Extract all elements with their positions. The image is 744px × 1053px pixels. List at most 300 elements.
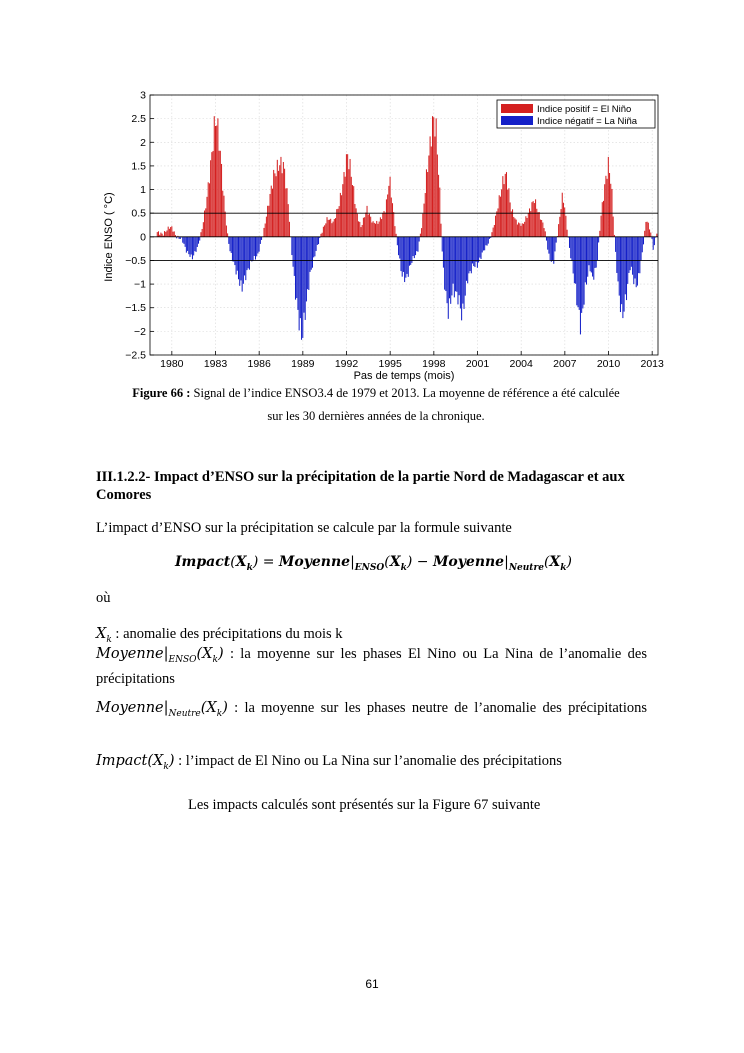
enso-bar [505, 174, 506, 237]
enso-bar [251, 237, 252, 262]
enso-bar [542, 222, 543, 236]
y-tick-label: −1 [134, 278, 146, 291]
enso-bar [232, 237, 233, 261]
enso-bar [402, 237, 403, 277]
enso-bar [228, 237, 229, 244]
enso-bar [427, 172, 428, 237]
enso-bar [387, 194, 388, 236]
enso-bar [618, 237, 619, 282]
enso-bar [578, 237, 579, 307]
enso-bar [392, 203, 393, 237]
enso-bar [370, 217, 371, 237]
enso-bar [397, 237, 398, 245]
enso-bar [289, 222, 290, 237]
enso-bar [513, 217, 514, 237]
enso-bar [438, 175, 439, 237]
enso-bar [421, 228, 422, 237]
y-tick-label: 3 [140, 89, 146, 102]
enso-bar [311, 237, 312, 270]
enso-bar [408, 237, 409, 277]
enso-bar [571, 237, 572, 261]
enso-bar [556, 237, 557, 243]
chart-legend [497, 100, 655, 128]
enso-bar [510, 202, 511, 236]
definition-impact: $Impact(X_k)$ : l’impact de El Nino ou La Nina sur l’anomalie des précipitations [96, 753, 562, 772]
enso-bar [259, 237, 260, 252]
enso-bar [231, 237, 232, 253]
enso-bar [437, 155, 438, 237]
enso-bar [449, 237, 450, 298]
enso-index-chart [100, 88, 666, 388]
enso-bar [182, 237, 183, 243]
enso-bar [188, 237, 189, 254]
enso-bar [517, 225, 518, 237]
enso-bar [391, 198, 392, 237]
enso-bar [559, 217, 560, 237]
enso-bar [407, 237, 408, 274]
enso-bar [638, 237, 639, 273]
y-tick-label: −0.5 [125, 254, 146, 267]
enso-bar [350, 159, 351, 237]
enso-bar [379, 222, 380, 237]
enso-bar [362, 225, 363, 237]
enso-bar [173, 232, 174, 237]
enso-bar [641, 237, 642, 261]
enso-bar [215, 126, 216, 237]
enso-bar [574, 237, 575, 283]
enso-bar [339, 206, 340, 237]
enso-bar [621, 237, 622, 304]
enso-bar [603, 201, 604, 237]
enso-bar [198, 237, 199, 244]
enso-bar [472, 237, 473, 264]
enso-bar [466, 237, 467, 281]
enso-bar [519, 223, 520, 236]
enso-bar [399, 237, 400, 259]
enso-bar [222, 191, 223, 237]
chart-axes-box [150, 95, 658, 355]
enso-bar [567, 230, 568, 237]
x-tick-label: 1992 [334, 358, 359, 370]
enso-bar [221, 164, 222, 237]
enso-bar [325, 223, 326, 236]
enso-bar [596, 237, 597, 268]
enso-bar [648, 223, 649, 237]
enso-bar [585, 237, 586, 283]
enso-bar [533, 201, 534, 237]
enso-bar [590, 237, 591, 271]
enso-bar [213, 151, 214, 237]
enso-bar [478, 237, 479, 263]
x-tick-label: 1998 [422, 358, 446, 370]
enso-bar [518, 223, 519, 237]
enso-bar [356, 208, 357, 236]
enso-bar [587, 237, 588, 277]
enso-bar [270, 194, 271, 237]
enso-bar [346, 154, 347, 237]
enso-bar [473, 237, 474, 266]
enso-bar [433, 117, 434, 237]
enso-bar [462, 237, 463, 304]
enso-bar [495, 216, 496, 237]
enso-bar [333, 222, 334, 237]
enso-bar [191, 237, 192, 255]
where-word: où [96, 590, 111, 606]
y-tick-label: 1 [140, 184, 146, 197]
enso-bar [484, 237, 485, 250]
enso-bar [194, 237, 195, 251]
enso-bar [424, 204, 425, 237]
enso-bar [624, 237, 625, 312]
enso-bar [523, 224, 524, 237]
enso-bar [223, 196, 224, 237]
enso-bar [328, 220, 329, 237]
enso-bar [302, 237, 303, 338]
enso-bar [219, 151, 220, 237]
enso-bar [604, 184, 605, 237]
enso-bar [548, 237, 549, 254]
enso-bar [238, 237, 239, 279]
enso-bar [562, 193, 563, 237]
enso-bar [565, 216, 566, 237]
enso-bar [597, 237, 598, 261]
enso-bar [313, 237, 314, 258]
enso-bar [591, 237, 592, 273]
enso-bar [316, 237, 317, 251]
enso-bar [329, 220, 330, 237]
legend-swatch-el-nino [501, 104, 533, 113]
enso-bar [445, 237, 446, 291]
enso-bar [254, 237, 255, 256]
enso-bar [468, 237, 469, 274]
enso-bar [422, 214, 423, 237]
enso-bar [447, 237, 448, 303]
enso-bar [645, 222, 646, 237]
x-tick-label: 1986 [247, 358, 271, 370]
enso-bar [508, 188, 509, 237]
enso-bar [602, 202, 603, 237]
definition-moyenne-enso-cont: précipitations [96, 671, 175, 687]
enso-bar [436, 118, 437, 236]
enso-bar [550, 237, 551, 260]
enso-bar [569, 237, 570, 248]
enso-bar [276, 176, 277, 237]
enso-bar [260, 237, 261, 244]
enso-bar [282, 173, 283, 237]
enso-bar [246, 237, 247, 270]
enso-bar [502, 176, 503, 237]
enso-bar [287, 188, 288, 237]
y-tick-label: 0.5 [131, 207, 146, 220]
enso-bar [300, 237, 301, 318]
enso-bar [525, 216, 526, 237]
enso-bar [625, 237, 626, 295]
enso-bar [414, 237, 415, 258]
enso-bar [353, 186, 354, 237]
enso-bar [284, 169, 285, 237]
enso-bar [461, 237, 462, 321]
enso-bar [430, 136, 431, 236]
enso-bar [381, 219, 382, 237]
enso-bar [647, 222, 648, 237]
enso-bar [323, 227, 324, 237]
enso-bar [249, 237, 250, 270]
enso-bar [528, 213, 529, 237]
enso-bar [317, 237, 318, 245]
enso-bar [479, 237, 480, 258]
enso-bar [654, 237, 655, 245]
enso-bar [340, 193, 341, 237]
enso-bar [373, 221, 374, 237]
enso-bar [506, 172, 507, 237]
enso-bar [280, 157, 281, 237]
enso-bar [367, 206, 368, 237]
enso-bar [554, 237, 555, 252]
enso-bar [639, 237, 640, 273]
enso-bar [454, 237, 455, 298]
enso-bar [494, 225, 495, 237]
enso-bar [288, 204, 289, 237]
enso-bar [217, 118, 218, 236]
enso-bar [216, 126, 217, 237]
enso-bar [594, 237, 595, 268]
figure-caption-text: Signal de l’indice ENSO3.4 de 1979 et 2013. La moyenne de référence a été calculée [190, 386, 620, 400]
enso-bar [455, 237, 456, 291]
enso-bar [277, 160, 278, 237]
enso-bar [296, 237, 297, 298]
enso-bar [351, 177, 352, 237]
enso-bar [211, 152, 212, 237]
enso-bar [239, 237, 240, 286]
enso-bar [253, 237, 254, 261]
enso-bar [451, 237, 452, 296]
enso-bar [291, 237, 292, 255]
enso-bar [308, 237, 309, 290]
enso-bar [157, 232, 158, 237]
enso-bar [540, 220, 541, 237]
enso-bar [434, 137, 435, 237]
enso-bar [233, 237, 234, 262]
enso-bar [545, 231, 546, 236]
enso-bar [631, 237, 632, 267]
x-tick-label: 2010 [596, 358, 621, 370]
enso-bar [380, 217, 381, 236]
math-xk: $X_k$ [96, 626, 112, 645]
chart-grid [150, 95, 658, 355]
enso-bar [363, 218, 364, 237]
enso-bar [619, 237, 620, 296]
enso-bar [439, 188, 440, 237]
enso-bar [324, 225, 325, 236]
figure-caption-line2: sur les 30 dernières années de la chronique. [267, 409, 485, 423]
enso-bar [263, 228, 264, 237]
enso-bar [415, 237, 416, 255]
definition-moyenne-enso: $Moyenne|_{ENSO}(X_k)$ : la moyenne sur les phases El Nino ou La Nina de l’anomalie des [96, 646, 647, 665]
x-tick-label: 2001 [465, 358, 490, 370]
enso-bar [393, 212, 394, 237]
enso-bar [527, 218, 528, 237]
enso-bar [551, 237, 552, 262]
enso-bar [240, 237, 241, 281]
enso-bar [644, 231, 645, 237]
enso-bar [459, 237, 460, 295]
enso-bar [242, 237, 243, 292]
enso-bar [563, 203, 564, 237]
enso-bar [477, 237, 478, 268]
enso-bar [643, 237, 644, 245]
enso-bar [227, 233, 228, 236]
enso-bar [303, 237, 304, 313]
enso-bar [471, 237, 472, 273]
enso-bar [642, 237, 643, 252]
enso-bar [570, 237, 571, 258]
enso-bar [388, 186, 389, 237]
chart-y-label: Indice ENSO ( °C) [103, 192, 115, 282]
enso-bar [365, 213, 366, 237]
enso-bar [279, 165, 280, 237]
enso-bar [237, 237, 238, 271]
enso-bar [413, 237, 414, 256]
math-impact: $Impact(X_k)$ [96, 753, 175, 772]
enso-bar [630, 237, 631, 270]
enso-bar [166, 230, 167, 236]
enso-bar [174, 231, 175, 236]
enso-bar [601, 216, 602, 237]
enso-bar [476, 237, 477, 262]
enso-bar [256, 237, 257, 256]
enso-bar [164, 231, 165, 237]
enso-bar [202, 229, 203, 237]
enso-bar [341, 195, 342, 237]
enso-bar [185, 237, 186, 247]
enso-bar [374, 223, 375, 237]
enso-bar [158, 231, 159, 237]
enso-bar [470, 237, 471, 271]
enso-bar [653, 237, 654, 250]
enso-bar [584, 237, 585, 305]
enso-bar [425, 193, 426, 237]
enso-bar [376, 221, 377, 237]
enso-bar [485, 237, 486, 245]
enso-bar [369, 214, 370, 237]
y-tick-label: 1.5 [131, 160, 146, 173]
enso-bar [493, 228, 494, 237]
enso-bar [293, 237, 294, 267]
enso-bar [581, 237, 582, 313]
enso-bar [622, 237, 623, 318]
enso-bar [190, 237, 191, 257]
enso-bar [197, 237, 198, 247]
enso-bar [169, 229, 170, 237]
enso-bar [203, 222, 204, 237]
enso-bar [273, 170, 274, 237]
enso-bar [310, 237, 311, 272]
enso-bar [193, 237, 194, 256]
intro-paragraph: L’impact d’ENSO sur la précipitation se calcule par la formule suivante [96, 520, 512, 536]
enso-bar [428, 156, 429, 237]
y-tick-label: 2 [140, 136, 146, 149]
enso-bar [442, 237, 443, 252]
enso-bar [267, 206, 268, 237]
enso-bar [409, 237, 410, 266]
enso-bar [552, 237, 553, 261]
x-tick-label: 2004 [509, 358, 533, 370]
enso-bar [278, 171, 279, 237]
enso-bar [301, 237, 302, 340]
enso-bar [417, 237, 418, 252]
chart-x-ticks [160, 351, 664, 370]
enso-bar [524, 222, 525, 237]
enso-bar [598, 237, 599, 243]
enso-bar [531, 202, 532, 237]
enso-bar [487, 237, 488, 246]
enso-bar [327, 217, 328, 237]
enso-bar [491, 232, 492, 237]
enso-bar [460, 237, 461, 309]
enso-bar [404, 237, 405, 282]
x-tick-label: 1983 [203, 358, 228, 370]
enso-bar [186, 237, 187, 253]
enso-bar [272, 189, 273, 237]
enso-bar [481, 237, 482, 259]
enso-bar [405, 237, 406, 278]
enso-bar [209, 183, 210, 236]
enso-bar [330, 219, 331, 237]
math-moyenne-enso: $Moyenne|_{ENSO}(X_k)$ [96, 646, 224, 665]
enso-bar [431, 146, 432, 236]
enso-bar [271, 186, 272, 237]
enso-bar [335, 218, 336, 237]
enso-bar [450, 237, 451, 304]
enso-bar [208, 182, 209, 237]
impact-formula: $Impact(X_k)$ = $Moyenne|_{ENSO}(X_k)$ − $Moyenne|_{Neutre}(X_k)$ [175, 554, 572, 573]
enso-bar [558, 224, 559, 237]
enso-bar [547, 237, 548, 250]
enso-bar [632, 237, 633, 275]
enso-bar [359, 222, 360, 237]
enso-bar [358, 221, 359, 236]
enso-bar [615, 237, 616, 252]
enso-bar [534, 203, 535, 237]
definition-moyenne-neutre: $Moyenne|_{Neutre}(X_k)$ : la moyenne sur les phases neutre de l’anomalie des précipitations [96, 700, 648, 719]
enso-bar [306, 237, 307, 302]
enso-bar [483, 237, 484, 251]
enso-bar [360, 227, 361, 237]
enso-bar [214, 116, 215, 237]
y-tick-label: −1.5 [125, 302, 146, 315]
enso-bar [206, 197, 207, 237]
enso-bar [299, 237, 300, 331]
enso-bar [200, 232, 201, 237]
enso-bar [386, 199, 387, 236]
enso-bar [607, 179, 608, 237]
x-tick-label: 1980 [160, 358, 184, 370]
enso-bar [500, 197, 501, 237]
enso-bar [245, 237, 246, 280]
enso-bar [637, 237, 638, 286]
legend-label-el-nino: Indice positif = El Niño [537, 104, 632, 115]
enso-bar [371, 223, 372, 237]
enso-bar [348, 169, 349, 237]
enso-bar [352, 185, 353, 237]
enso-bar [592, 237, 593, 277]
enso-bar [465, 237, 466, 296]
enso-bar [248, 237, 249, 268]
y-tick-label: −2.5 [125, 349, 146, 362]
section-title-line2: Comores [96, 487, 152, 503]
enso-bar [274, 173, 275, 236]
section-title-line1: III.1.2.2- Impact d’ENSO sur la précipitation de la partie Nord de Madagascar et aux [96, 469, 625, 485]
